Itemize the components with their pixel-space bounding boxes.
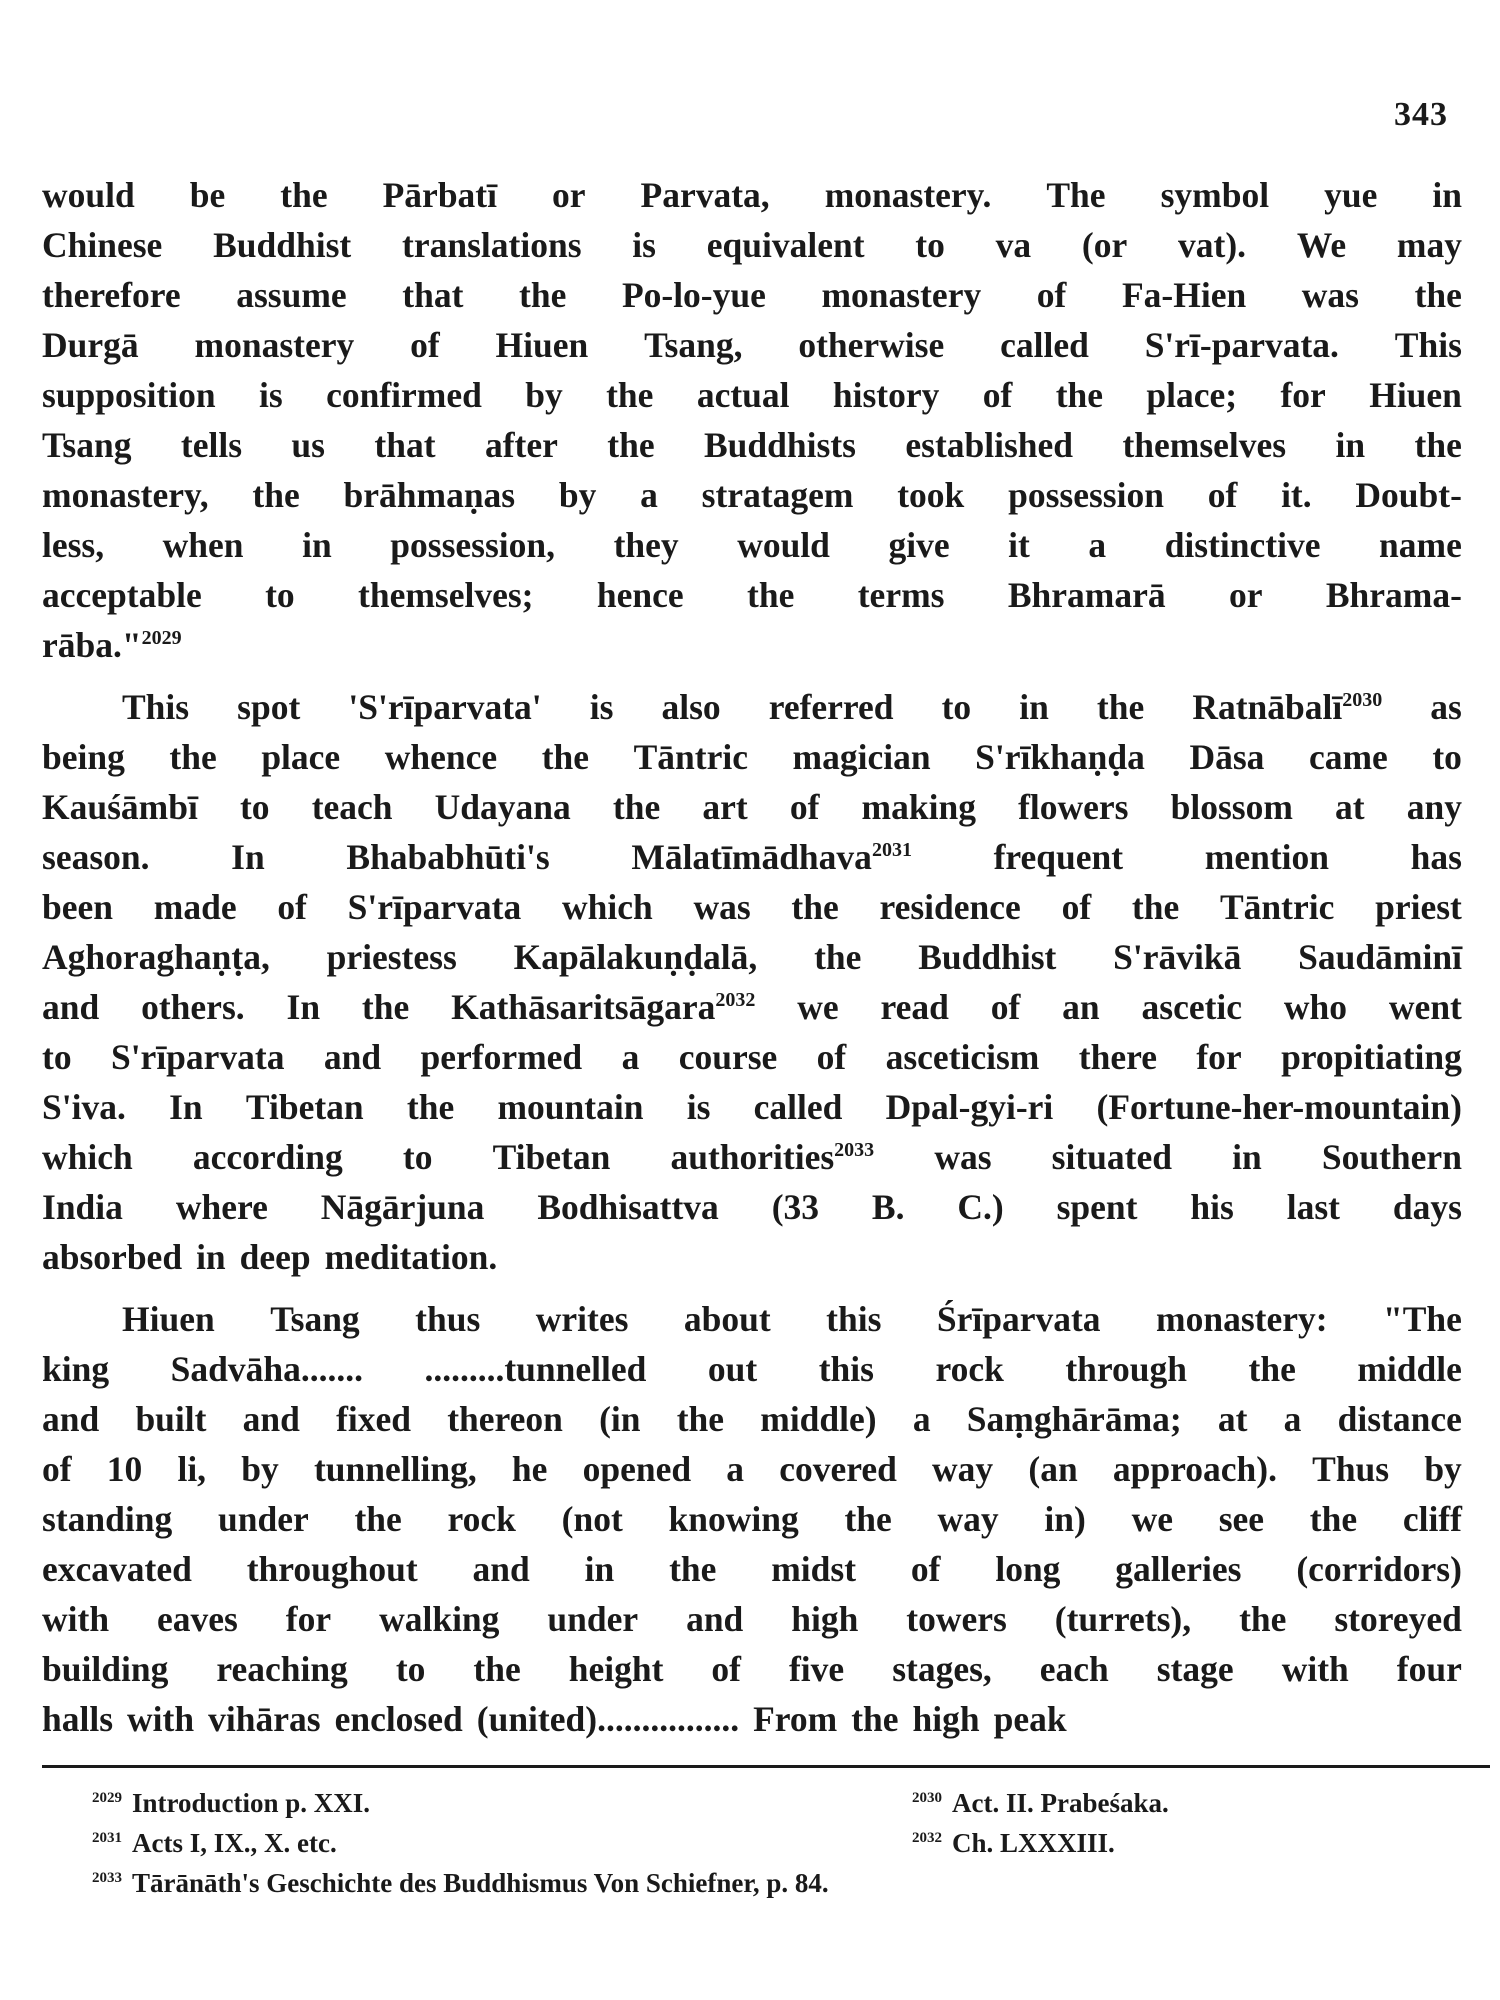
footnote-text: Act. II. Prabeśaka. bbox=[952, 1788, 1169, 1818]
text-line: Tsang tells us that after the Buddhists established themselves in the bbox=[42, 425, 1462, 465]
footnote-number: 2032 bbox=[912, 1830, 942, 1846]
text-line: India where Nāgārjuna Bodhisattva (33 B. C.) spent his last days bbox=[42, 1187, 1462, 1227]
text-line: acceptable to themselves; hence the terms Bhramarā or Bhrama- bbox=[42, 575, 1462, 615]
footnote-row bbox=[92, 1783, 1472, 1823]
text-line: Aghoraghaṇṭa, priestess Kapālakuṇḍalā, the Buddhist S'rāvikā Saudāminī bbox=[42, 937, 1462, 977]
footnote-row bbox=[92, 1823, 1472, 1863]
text-line: therefore assume that the Po-lo-yue monastery of Fa-Hien was the bbox=[42, 275, 1462, 315]
footnote bbox=[92, 1863, 912, 1903]
text-line: season. In Bhababhūti's Mālatīmādhava$^{2031}$ frequent mention has bbox=[42, 837, 1462, 877]
text-line: which according to Tibetan authorities$^{2033}$ was situated in Southern bbox=[42, 1137, 1462, 1177]
text-line: less, when in possession, they would give it a distinctive name bbox=[42, 525, 1462, 565]
text-line: halls with vihāras enclosed (united)................ From the high peak bbox=[42, 1699, 1067, 1739]
footnote-number: 2029 bbox=[92, 1790, 122, 1806]
text-line: Durgā monastery of Hiuen Tsang, otherwise called S'rī-parvata. This bbox=[42, 325, 1462, 365]
footnotes bbox=[92, 1783, 1472, 1903]
footnote-number: 2033 bbox=[92, 1870, 122, 1886]
footnote-number: 2030 bbox=[912, 1790, 942, 1806]
footnote bbox=[912, 1783, 1452, 1823]
footnote-text: Introduction p. XXI. bbox=[132, 1788, 371, 1818]
text-line: excavated throughout and in the midst of long galleries (corridors) bbox=[42, 1549, 1462, 1589]
text-line: monastery, the brāhmaṇas by a stratagem took possession of it. Doubt- bbox=[42, 475, 1462, 515]
footnote-divider bbox=[42, 1765, 1490, 1768]
text-line: standing under the rock (not knowing the way in) we see the cliff bbox=[42, 1499, 1462, 1539]
footnote-text: Acts I, IX., X. etc. bbox=[132, 1828, 337, 1858]
page-number: 343 bbox=[1394, 96, 1448, 133]
text-line: S'iva. In Tibetan the mountain is called Dpal-gyi-ri (Fortune-her-mountain) bbox=[42, 1087, 1462, 1127]
text-line: This spot 'S'rīparvata' is also referred to in the Ratnābalī$^{2030}$ as bbox=[122, 687, 1462, 727]
text-line: would be the Pārbatī or Parvata, monastery. The symbol yue in bbox=[42, 175, 1462, 215]
text-line: with eaves for walking under and high towers (turrets), the storeyed bbox=[42, 1599, 1462, 1639]
body-text bbox=[42, 170, 1462, 1744]
text-line: Chinese Buddhist translations is equivalent to va (or vat). We may bbox=[42, 225, 1462, 265]
footnote-text: Tārānāth's Geschichte des Buddhismus Von Schiefner, p. 84. bbox=[132, 1868, 829, 1898]
text-line: being the place whence the Tāntric magician S'rīkhaṇḍa Dāsa came to bbox=[42, 737, 1462, 777]
text-line: Kauśāmbī to teach Udayana the art of making flowers blossom at any bbox=[42, 787, 1462, 827]
text-line: supposition is confirmed by the actual history of the place; for Hiuen bbox=[42, 375, 1462, 415]
text-line: been made of S'rīparvata which was the residence of the Tāntric priest bbox=[42, 887, 1462, 927]
footnote bbox=[92, 1783, 912, 1823]
footnote-row bbox=[92, 1863, 1472, 1903]
text-line: Hiuen Tsang thus writes about this Śrīparvata monastery: "The bbox=[122, 1299, 1462, 1339]
text-line: king Sadvāha....... .........tunnelled out this rock through the middle bbox=[42, 1349, 1462, 1389]
footnote-text: Ch. LXXXIII. bbox=[952, 1828, 1115, 1858]
footnote bbox=[92, 1823, 912, 1863]
footnote-number: 2031 bbox=[92, 1830, 122, 1846]
text-line: and built and fixed thereon (in the middle) a Saṃghārāma; at a distance bbox=[42, 1399, 1462, 1439]
text-line: absorbed in deep meditation. bbox=[42, 1237, 498, 1277]
text-line: and others. In the Kathāsaritsāgara$^{2032}$ we read of an ascetic who went bbox=[42, 987, 1462, 1027]
text-line: rāba."$^{2029}$ bbox=[42, 625, 182, 665]
text-line: building reaching to the height of five stages, each stage with four bbox=[42, 1649, 1462, 1689]
text-line: of 10 li, by tunnelling, he opened a covered way (an approach). Thus by bbox=[42, 1449, 1462, 1489]
footnote bbox=[912, 1823, 1452, 1863]
text-line: to S'rīparvata and performed a course of asceticism there for propitiating bbox=[42, 1037, 1462, 1077]
